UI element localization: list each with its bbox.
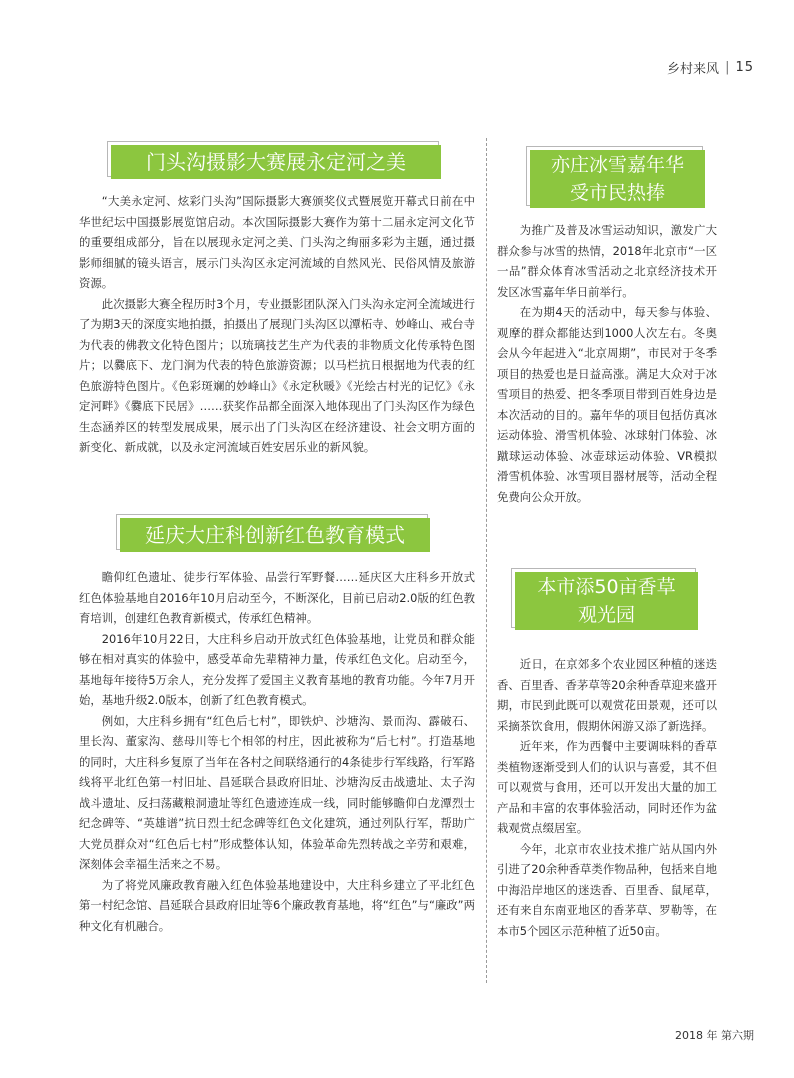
article-body-mentougou (79, 191, 475, 458)
article-title-herb-garden (515, 572, 698, 630)
column-divider (486, 138, 487, 983)
paragraph: “大美永定河、炫彩门头沟”国际摄影大赛颁奖仪式暨展览开幕式日前在中华世纪坛中国摄影展览馆启动。本次国际摄影大赛作为第十二届永定河文化节的重要组成部分，旨在以展现永定河之美、门头沟之绚丽多彩为主题，通过摄影师细腻的镜头语言，展示门头沟区永定河流域的自然风光、民俗风情及旅游资源。 (79, 194, 475, 290)
paragraph: 近年来，作为西餐中主要调味料的香草类植物逐渐受到人们的认识与喜爱，其不但可以观赏与食用，还可以开发出大量的加工产品和丰富的农事体验活动，同时还作为盆栽观赏点缀居室。 (497, 739, 717, 835)
article-title-mentougou (111, 145, 441, 179)
article-title-text: 门头沟摄影大赛展永定河之美 (146, 150, 406, 174)
article-body-yizhuang (497, 220, 717, 507)
article-title-text: 亦庄冰雪嘉年华 受市民热捧 (550, 154, 684, 204)
paragraph: 近日，在京郊多个农业园区种植的迷迭香、百里香、香茅草等20余种香草迎来盛开期，市民到此既可以观赏花田景观，还可以采摘茶饮食用，假期休闲游又添了新选择。 (497, 657, 717, 733)
paragraph: 瞻仰红色遗址、徒步行军体验、品尝行军野餐……延庆区大庄科乡开放式红色体验基地自2016年10月启动至今，不断深化，目前已启动2.0版的红色教育培训，创建红色教育新模式，传承红色精神。 (79, 570, 475, 625)
page-header (667, 58, 754, 77)
article-body-herb-garden (497, 654, 717, 941)
article-title-yanqing (120, 518, 430, 552)
article-title-text: 本市添50亩香草 观光园 (537, 576, 676, 626)
paragraph: 在为期4天的活动中，每天参与体验、观摩的群众都能达到1000人次左右。冬奥会从今年起进入“北京周期”，市民对于冬季项目的热爱也是日益高涨。满足大众对于冰雪项目的热爱、把冬季项目带到百姓身边是本次活动的目的。嘉年华的项目包括仿真冰运动体验、滑雪机体验、冰球射门体验、冰蹴球运动体验、冰壶球运动体验、VR模拟滑雪机体验、冰雪项目器材展等，活动全程免费向公众开放。 (497, 305, 717, 504)
page-number: 15 (735, 60, 754, 75)
paragraph: 为推广及普及冰雪运动知识，激发广大群众参与冰雪的热情，2018年北京市“一区一品”群众体育冰雪活动之北京经济技术开发区冰雪嘉年华日前举行。 (497, 223, 717, 299)
article-title-text: 延庆大庄科创新红色教育模式 (145, 523, 405, 547)
paragraph: 例如，大庄科乡拥有“红色后七村”，即铁炉、沙塘沟、景而沟、霹破石、里长沟、董家沟、慈母川等七个相邻的村庄，因此被称为“后七村”。打造基地的同时，大庄科乡复原了当年在各村之间联络通行的4条徒步行军线路，行军路线将平北红色第一村旧址、昌延联合县政府旧址、沙塘沟反击战遗址、太子沟战斗遗址、反扫荡藏粮洞遗址等红色遗迹连成一线，同时能够瞻仰白龙潭烈士纪念碑等、“英雄谱”抗日烈士纪念碑等红色文化建筑，通过列队行军，帮助广大党员群众对“红色后七村”形成整体认知，体验革命先烈转战之辛劳和艰难，深刻体会幸福生活来之不易。 (79, 713, 475, 871)
paragraph: 今年，北京市农业技术推广站从国内外引进了20余种香草类作物品种，包括来自地中海沿岸地区的迷迭香、百里香、鼠尾草，还有来自东南亚地区的香茅草、罗勒等，在本市5个园区示范种植了近50亩。 (497, 841, 717, 938)
paragraph: 为了将党风廉政教育融入红色体验基地建设中，大庄科乡建立了平北红色第一村纪念馆、昌延联合县政府旧址等6个廉政教育基地，将“红色”与“廉政”两种文化有机融合。 (79, 877, 475, 933)
header-separator: | (725, 60, 730, 75)
paragraph: 此次摄影大赛全程历时3个月，专业摄影团队深入门头沟永定河全流域进行了为期3天的深度实地拍摄，拍摄出了展现门头沟区以潭柘寺、妙峰山、戒台寺为代表的佛教文化特色图片；以琉璃技艺生产为代表的非物质文化传承特色图片；以爨底下、龙门涧为代表的特色旅游资源；以马栏抗日根据地为代表的红色旅游特色图片。《色彩斑斓的妙峰山》《永定秋暖》《光绘古村光的记忆》《永定河畔》《爨底下民居》……获奖作品都全面深入地体现出了门头沟区作为绿色生态涵养区的转型发展成果，展示出了门头沟区在经济建设、社会文明方面的新变化、新成就，以及永定河流域百姓安居乐业的新风貌。 (79, 296, 475, 454)
article-title-yizhuang (530, 150, 705, 208)
section-title: 乡村来风 (667, 62, 720, 77)
article-body-yanqing (79, 567, 475, 936)
issue-footer: 2018 年 第六期 (675, 1029, 754, 1042)
paragraph: 2016年10月22日，大庄科乡启动开放式红色体验基地，让党员和群众能够在相对真实的体验中，感受革命先辈精神力量，传承红色文化。启动至今，基地每年接待5万余人，充分发挥了爱国主义教育基地的教育功能。今年7月开始，基地升级2.0版本，创新了红色教育模式。 (79, 631, 475, 707)
